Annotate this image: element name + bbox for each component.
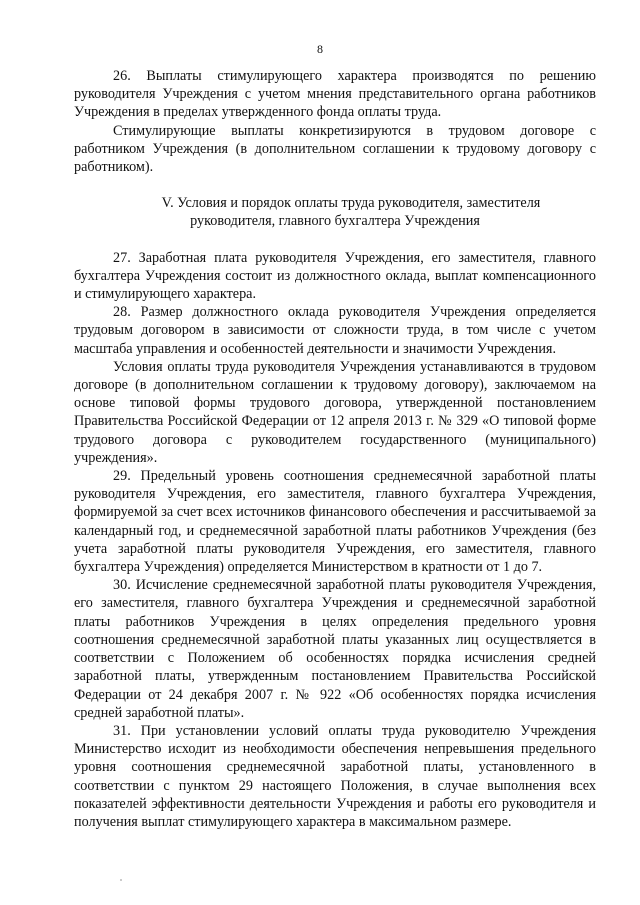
paragraph-26: 26. Выплаты стимулирующего характера производятся по решению руководителя Учреждения с учетом мнения представительного органа работников Учреждения в пределах утвержденного фонда оплаты труда. xyxy=(74,68,596,121)
document-body xyxy=(74,67,596,831)
paragraph-27: 27. Заработная плата руководителя Учреждения, его заместителя, главного бухгалтера Учреждения состоит из должностного оклада, выплат компенсационного и стимулирующего характера. xyxy=(74,249,596,303)
page-number: 8 xyxy=(317,42,323,56)
section-title xyxy=(74,194,596,230)
paragraph-31: 31. При установлении условий оплаты труда руководителю Учреждения Министерство исходит из необходимости обеспечения непревышения предельного уровня соотношения среднемесячной заработной платы, установленного в соответствии с пунктом 29 настоящего Положения, в случае выполнения всех показателей эффективности деятельности Учреждения и работы его руководителя и получения выплат стимулирующего характера в максимальном размере. xyxy=(74,722,596,830)
paragraph-29: 29. Предельный уровень соотношения среднемесячной заработной платы руководителя Учреждения, его заместителя, главного бухгалтера Учреждения, формируемой за счет всех источников финансового обеспечения и рассчитываемой за календарный год, и среднемесячной заработной платы работников Учреждения (без учета заработной платы руководителя Учреждения, его заместителя, главного бухгалтера Учреждения) определяется Министерством в кратности от 1 до 7. xyxy=(74,468,596,576)
paragraph-26-stimulating: Стимулирующие выплаты конкретизируются в трудовом договоре с работником Учреждения (в дополнительном соглашении к трудовому договору с работником). xyxy=(74,122,596,176)
paragraph-30: 30. Исчисление среднемесячной заработной платы руководителя Учреждения, его заместителя, главного бухгалтера Учреждения и среднемесячной заработной платы работников Учреждения в целях определения предельного уровня соотношения среднемесячной заработной платы указанных лиц осуществляется в соответствии с Положением об особенностях порядка исчисления средней заработной платы, утвержденным постановлением Правительства Российской Федерации от 24 декабря 2007 г. № 922 «Об особенностях порядка исчисления средней заработной платы». xyxy=(74,577,596,721)
paragraph-28-conditions: Условия оплаты труда руководителя Учреждения устанавливаются в трудовом договоре (в дополнительном соглашении к трудовому договору), заключаемом на основе типовой формы трудового договора, утвержденной постановлением Правительства Российской Федерации от 12 апреля 2013 г. № 329 «О типовой форме трудового договора с руководителем государственного (муниципального) учреждения». xyxy=(74,358,596,466)
section-title-line-2: руководителя, главного бухгалтера Учреждения xyxy=(190,213,480,230)
paragraph-28: 28. Размер должностного оклада руководителя Учреждения определяется трудовым договором в зависимости от сложности труда, в том числе с учетом масштаба управления и особенностей деятельности и значимости Учреждения. xyxy=(74,304,596,357)
scan-speck xyxy=(120,879,122,881)
section-title-line-1: V. Условия и порядок оплаты труда руководителя, заместителя xyxy=(161,195,541,212)
